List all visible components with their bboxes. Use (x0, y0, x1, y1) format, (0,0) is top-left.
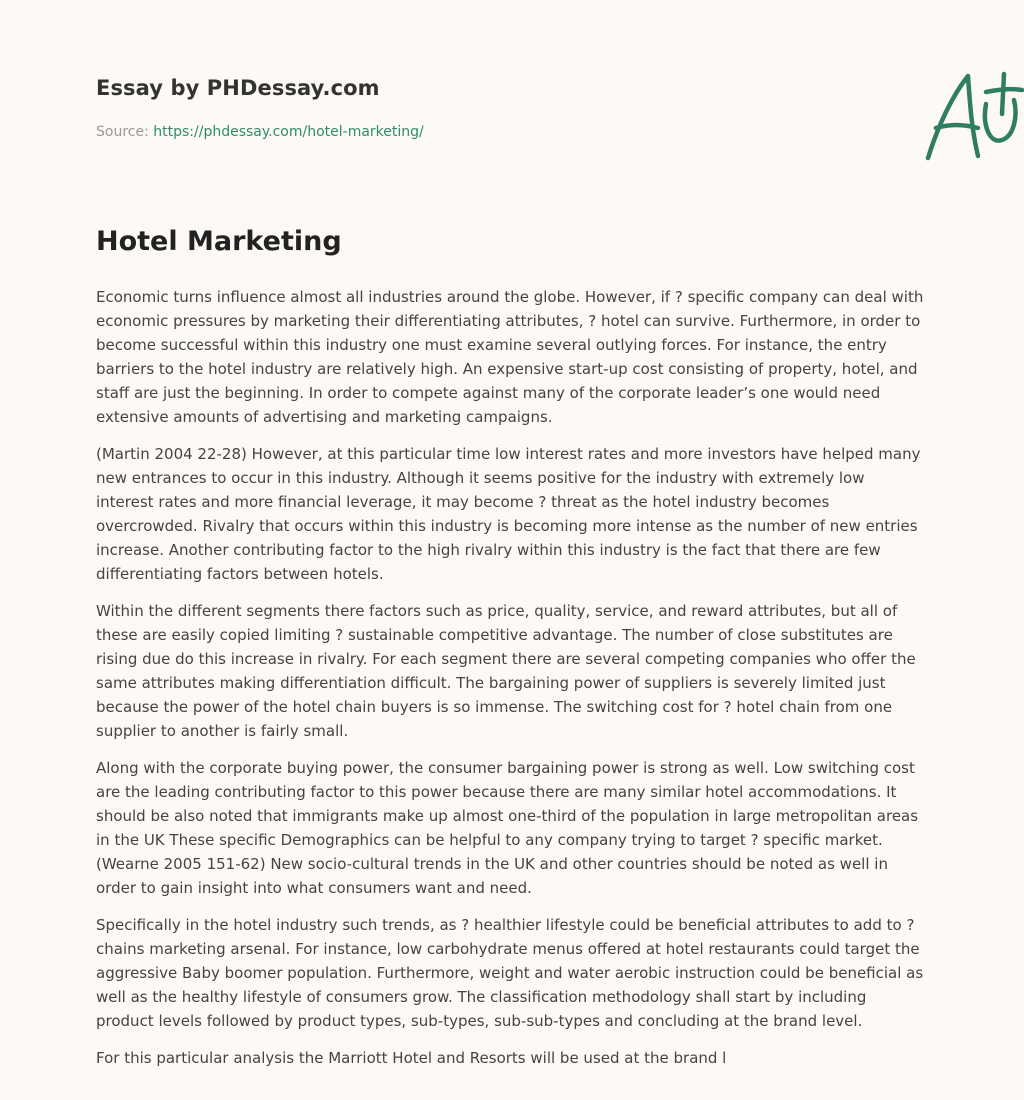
essay-paragraph: Economic turns influence almost all industries around the globe. However, if ? specific company can deal with economic pressures by marketing their differentiating attributes, ? hotel can survive. Furthermore, in order to become successful within this industry one must examine several outlying forces. For instance, the entry barriers to the hotel industry are relatively high. An expensive start-up cost consisting of property, hotel, and staff are just the beginning. In order to compete against many of the corporate leader’s one would need extensive amounts of advertising and marketing campaigns. (96, 288, 924, 426)
source-line (96, 124, 424, 140)
source-link[interactable]: https://phdessay.com/hotel-marketing/ (153, 124, 424, 140)
essay-paragraph: Within the different segments there factors such as price, quality, service, and reward attributes, but all of these are easily copied limiting ? sustainable competitive advantage. The number of close substitutes are rising due do this increase in rivalry. For each segment there are several competing companies who offer the same attributes making differentiation difficult. The bargaining power of suppliers is severely limited just because the power of the hotel chain buyers is so immense. The switching cost for ? hotel chain from one supplier to another is fairly small. (96, 602, 916, 740)
essay-paragraph: For this particular analysis the Marriott Hotel and Resorts will be used at the brand l (96, 1049, 727, 1067)
essay-title: Hotel Marketing (96, 226, 342, 257)
essay-paragraph: Along with the corporate buying power, the consumer bargaining power is strong as well. Low switching cost are the leading contributing factor to this power because there are many similar hotel accommodations. It should be also noted that immigrants make up almost one-third of the population in large metropolitan areas in the UK These specific Demographics can be helpful to any company trying to target ? specific market. (Wearne 2005 151-62) New socio-cultural trends in the UK and other countries should be noted as well in order to gain insight into what consumers want and need. (96, 759, 919, 897)
source-label: Source: (96, 124, 149, 140)
essay-paragraph: Specifically in the hotel industry such trends, as ? healthier lifestyle could be beneficial attributes to add to ? chains marketing arsenal. For instance, low carbohydrate menus offered at hotel restaurants could target the aggressive Baby boomer population. Furthermore, weight and water aerobic instruction could be beneficial as well as the healthy lifestyle of consumers grow. The classification methodology shall start by including product levels followed by product types, sub-types, sub-sub-types and concluding at the brand level. (96, 916, 924, 1030)
site-brand: Essay by PHDessay.com (96, 76, 380, 100)
a-plus-logo-icon (916, 66, 1024, 166)
essay-paragraph: (Martin 2004 22-28) However, at this particular time low interest rates and more investors have helped many new entrances to occur in this industry. Although it seems positive for the industry with extremely low interest rates and more financial leverage, it may become ? threat as the hotel industry becomes overcrowded. Rivalry that occurs within this industry is becoming more intense as the number of new entries increase. Another contributing factor to the high rivalry within this industry is the fact that there are few differentiating factors between hotels. (96, 445, 921, 583)
essay-body (96, 285, 926, 1083)
